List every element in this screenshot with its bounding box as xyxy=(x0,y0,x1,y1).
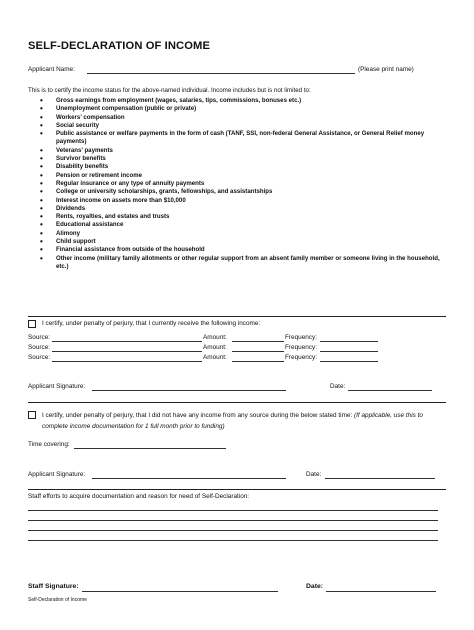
section-divider xyxy=(28,489,446,490)
current-income-checkbox[interactable] xyxy=(28,320,36,328)
source-field[interactable] xyxy=(52,341,202,342)
list-item: • Survivor benefits xyxy=(40,155,450,163)
applicant-signature-field[interactable] xyxy=(92,390,286,391)
list-item: • Financial assistance from outside of the household xyxy=(40,246,450,254)
list-item: • Disability benefits xyxy=(40,163,450,171)
frequency-field[interactable] xyxy=(320,361,378,362)
list-item: • Dividends xyxy=(40,205,450,213)
staff-efforts-line[interactable] xyxy=(28,530,438,531)
income-types-list xyxy=(40,97,450,271)
frequency-field[interactable] xyxy=(320,341,378,342)
no-income-checkbox[interactable] xyxy=(28,411,36,419)
list-item: • College or university scholarships, grants, fellowships, and assistantships xyxy=(40,188,450,196)
no-income-certify-text: I certify, under penalty of perjury, that I did not have any income from any source during the below stated time: xyxy=(42,412,353,419)
staff-signature-field[interactable] xyxy=(82,591,278,592)
list-item: • Regular insurance or any type of annuity payments xyxy=(40,180,450,188)
list-item: • Unemployment compensation (public or private) xyxy=(40,105,450,113)
list-item: • Alimony xyxy=(40,230,450,238)
date-field[interactable] xyxy=(325,478,435,479)
applicant-name-label: Applicant Name: xyxy=(28,66,75,73)
frequency-label: Frequency: xyxy=(285,334,317,341)
list-item: • Other income (military family allotments or other regular support from an absent family member or someone living in the household, etc.) xyxy=(40,255,450,272)
frequency-label: Frequency: xyxy=(285,354,317,361)
applicant-signature-label: Applicant Signature: xyxy=(28,471,86,478)
amount-field[interactable] xyxy=(232,341,284,342)
staff-efforts-line[interactable] xyxy=(28,540,438,541)
applicant-signature-label: Applicant Signature: xyxy=(28,383,86,390)
section-divider xyxy=(28,402,446,403)
applicant-name-field[interactable] xyxy=(87,73,355,74)
time-covering-label: Time covering: xyxy=(28,441,70,448)
source-label: Source: xyxy=(28,344,51,351)
footer-text: Self-Declaration of Income xyxy=(28,597,87,603)
amount-field[interactable] xyxy=(232,351,284,352)
source-field[interactable] xyxy=(52,351,202,352)
source-label: Source: xyxy=(28,334,51,341)
list-item: • Interest income on assets more than $10,000 xyxy=(40,197,450,205)
source-label: Source: xyxy=(28,354,51,361)
form-title: SELF-DECLARATION OF INCOME xyxy=(28,40,211,52)
list-item: • Rents, royalties, and estates and trusts xyxy=(40,213,450,221)
list-item: • Workers’ compensation xyxy=(40,114,450,122)
list-item: • Educational assistance xyxy=(40,221,450,229)
date-field[interactable] xyxy=(348,390,432,391)
frequency-field[interactable] xyxy=(320,351,378,352)
staff-efforts-label: Staff efforts to acquire documentation and reason for need of Self-Declaration: xyxy=(28,493,250,500)
staff-efforts-line[interactable] xyxy=(28,510,438,511)
list-item: • Social security xyxy=(40,122,450,130)
amount-field[interactable] xyxy=(232,361,284,362)
date-label: Date: xyxy=(306,471,322,478)
time-covering-field[interactable] xyxy=(74,448,226,449)
amount-label: Amount: xyxy=(203,344,227,351)
list-item: • Public assistance or welfare payments in the form of cash (TANF, SSI, non-federal General Assistance, or General Relief money payments) xyxy=(40,130,450,147)
date-label: Date: xyxy=(306,583,323,590)
date-label: Date: xyxy=(330,383,346,390)
frequency-label: Frequency: xyxy=(285,344,317,351)
source-field[interactable] xyxy=(52,361,202,362)
section-divider xyxy=(28,316,446,317)
list-item: • Child support xyxy=(40,238,450,246)
staff-efforts-line[interactable] xyxy=(28,520,438,521)
current-income-certify-text: I certify, under penalty of perjury, that I currently receive the following income: xyxy=(42,320,261,327)
no-income-certify-block xyxy=(42,411,442,432)
no-income-certify-note: (If applicable, use this to complete income documentation for 1 full month prior to funding) xyxy=(42,412,423,430)
list-item: • Veterans’ payments xyxy=(40,147,450,155)
staff-signature-label: Staff Signature: xyxy=(28,583,79,590)
list-item: • Pension or retirement income xyxy=(40,172,450,180)
list-item: • Gross earnings from employment (wages, salaries, tips, commissions, bonuses etc.) xyxy=(40,97,450,105)
amount-label: Amount: xyxy=(203,334,227,341)
applicant-name-hint: (Please print name) xyxy=(358,66,414,73)
intro-text: This is to certify the income status for the above-named individual. Income includes but is not limited to: xyxy=(28,87,311,94)
applicant-signature-field[interactable] xyxy=(92,478,286,479)
date-field[interactable] xyxy=(326,591,436,592)
amount-label: Amount: xyxy=(203,354,227,361)
